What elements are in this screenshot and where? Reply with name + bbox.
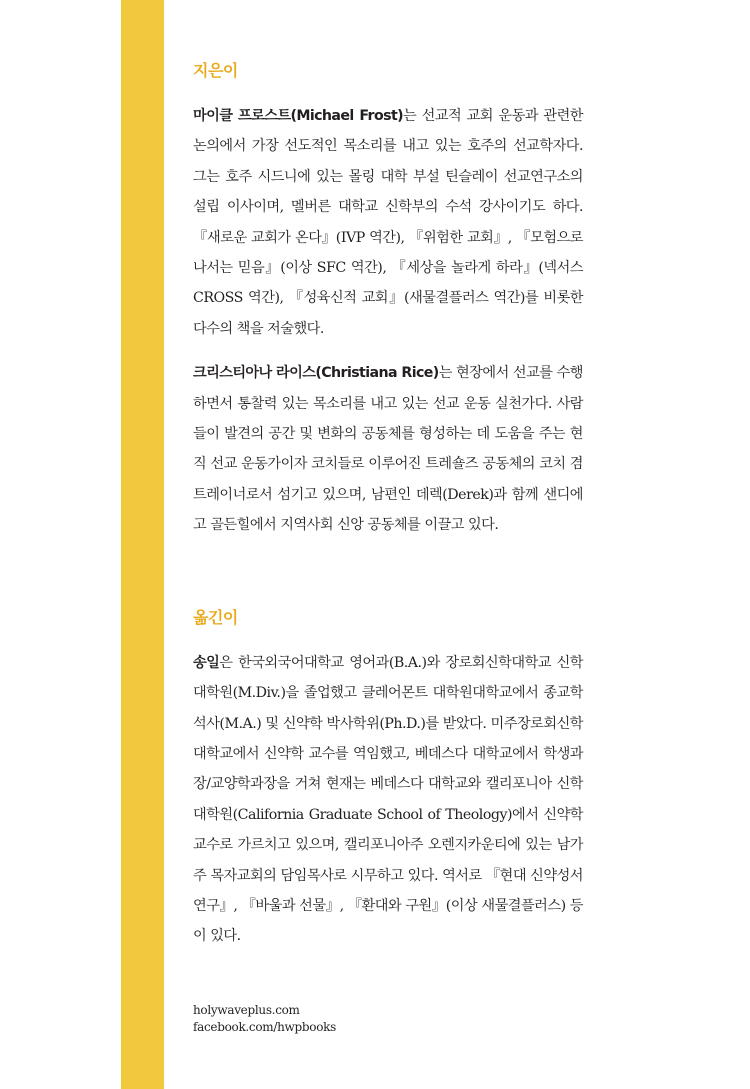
translator-name-song: 송일	[193, 654, 220, 671]
translator-bio-song	[193, 648, 583, 952]
authors-heading: 지은이	[193, 61, 238, 80]
author-bio-rice	[193, 358, 583, 540]
facebook-link[interactable]: facebook.com/hwpbooks	[193, 1020, 336, 1034]
page-content	[193, 58, 583, 952]
translator-text-song: 은 한국외국어대학교 영어과(B.A.)와 장로회신학대학교 신학대학원(M.Div.)을 졸업했고 클레어몬트 대학원대학교에서 종교학 석사(M.A.) 및 신약학 박사학위(Ph.D.)를 받았다. 미주장로회신학대학교에서 신약학 교수를 역임했고, 베데스다 대학교에서 학생과장/교양학과장을 거쳐 현재는 베데스다 대학교와 캘리포니아 신학대학원(California Graduate School of Theology)에서 신약학 교수로 가르치고 있으며, 캘리포니아주 오렌지카운티에 있는 남가주 목자교회의 담임목사로 시무하고 있다. 역서로 『현대 신약성서 연구』, 『바울과 선물』, 『환대와 구원』(이상 새물결플러스) 등이 있다.	[193, 654, 583, 945]
website-link[interactable]: holywaveplus.com	[193, 1003, 300, 1017]
author-text-frost: 는 선교적 교회 운동과 관련한 논의에서 가장 선도적인 목소리를 내고 있는 호주의 선교학자다. 그는 호주 시드니에 있는 몰링 대학 부설 틴슬레이 선교연구소의 설립 이사이며, 멜버른 대학교 신학부의 수석 강사이기도 하다. 『새로운 교회가 온다』(IVP 역간), 『위험한 교회』, 『모험으로 나서는 믿음』(이상 SFC 역간), 『세상을 놀라게 하라』(넥서스CROSS 역간), 『성육신적 교회』(새물결플러스 역간)를 비롯한 다수의 책을 저술했다.	[193, 108, 583, 337]
author-text-rice: 는 현장에서 선교를 수행하면서 통찰력 있는 목소리를 내고 있는 선교 운동 실천가다. 사람들이 발견의 공간 및 변화의 공동체를 형성하는 데 도움을 주는 현직 선교 운동가이자 코치들로 이루어진 트레숄즈 공동체의 코치 겸 트레이너로서 섬기고 있으며, 남편인 데렉(Derek)과 함께 샌디에고 골든힐에서 지역사회 신앙 공동체를 이끌고 있다.	[193, 365, 583, 534]
author-name-frost: 마이클 프로스트(Michael Frost)	[193, 108, 404, 124]
translator-heading: 옮긴이	[193, 607, 238, 627]
author-name-rice: 크리스티아나 라이스(Christiana Rice)	[193, 365, 439, 382]
author-bio-frost	[193, 101, 583, 344]
yellow-side-stripe	[121, 0, 164, 1089]
publisher-footer	[193, 1002, 336, 1036]
